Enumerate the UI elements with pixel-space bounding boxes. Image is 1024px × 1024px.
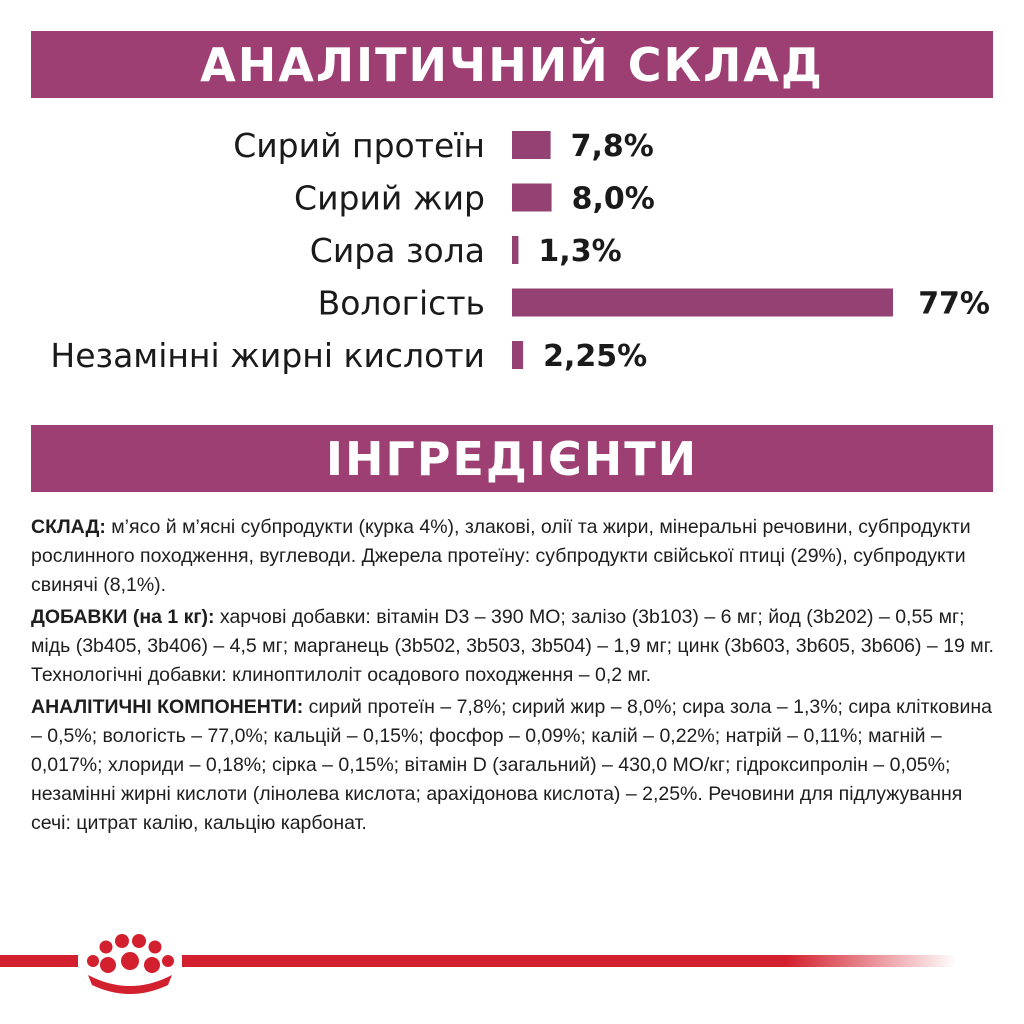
- ingredients-banner: [31, 425, 993, 492]
- value-label: 2,25%: [543, 339, 648, 374]
- category-label: Незамінні жирні кислоти: [50, 336, 485, 375]
- footer-brand-strip: [0, 925, 1024, 995]
- additives-label: ДОБАВКИ (на 1 кг):: [31, 606, 215, 628]
- category-label: Сирий жир: [294, 178, 485, 218]
- footer-line-left: [0, 955, 78, 967]
- analytical-composition-title: АНАЛІТИЧНИЙ СКЛАД: [200, 37, 824, 92]
- bar: [512, 341, 523, 369]
- bar: [512, 289, 893, 317]
- analytical-components-paragraph: [31, 693, 996, 838]
- category-label: Вологість: [317, 283, 485, 323]
- composition-paragraph: [31, 513, 996, 600]
- category-label: Сира зола: [309, 231, 485, 270]
- bar: [512, 184, 552, 212]
- ingredients-text-block: [31, 513, 996, 841]
- value-label: 1,3%: [538, 234, 622, 269]
- category-label: Сирий протеїн: [233, 126, 485, 165]
- analytical-components-label: АНАЛІТИЧНІ КОМПОНЕНТИ:: [31, 696, 304, 718]
- footer-line-right: [182, 955, 957, 967]
- value-label: 77%: [918, 286, 990, 322]
- bar: [512, 131, 551, 159]
- additives-paragraph: [31, 603, 996, 690]
- composition-text: м’ясо й м’ясні субпродукти (курка 4%), злакові, олії та жири, мінеральні речовини, субпродукти рослинного походження, вуглеводи. Джерела протеїну: субпродукти свійської птиці (29%), субпродукти свинячі (8,1%).: [31, 516, 971, 596]
- additives-text: харчові добавки: вітамін D3 – 390 МО; залізо (3b103) – 6 мг; йод (3b202) – 0,55 мг; мідь (3b405, 3b406) – 4,5 мг; марганець (3b502, 3b503, 3b504) – 1,9 мг; цинк (3b603, 3b605, 3b606) – 19 мг. Технологічні добавки: клиноптилоліт осадового походження – 0,2 мг.: [31, 606, 994, 686]
- composition-label: СКЛАД:: [31, 516, 106, 538]
- value-label: 8,0%: [571, 181, 655, 217]
- value-label: 7,8%: [570, 129, 654, 164]
- composition-bar-chart: [0, 115, 1024, 390]
- ingredients-title: ІНГРЕДІЄНТИ: [325, 431, 699, 486]
- royal-canin-crown-icon: [87, 934, 174, 994]
- bar: [512, 236, 518, 264]
- analytical-components-text: сирий протеїн – 7,8%; сирий жир – 8,0%; сира зола – 1,3%; сира клітковина – 0,5%; вологість – 77,0%; кальцій – 0,15%; фосфор – 0,09%; калій – 0,22%; натрій – 0,11%; магній – 0,017%; хлориди – 0,18%; сірка – 0,15%; вітамін D (загальний) – 430,0 МО/кг; гідроксипролін – 0,05%; незамінні жирні кислоти (лінолева кислота; арахідонова кислота) – 2,25%. Речовини для підлужування сечі: цитрат калію, кальцію карбонат.: [31, 696, 992, 834]
- analytical-composition-banner: [31, 31, 993, 98]
